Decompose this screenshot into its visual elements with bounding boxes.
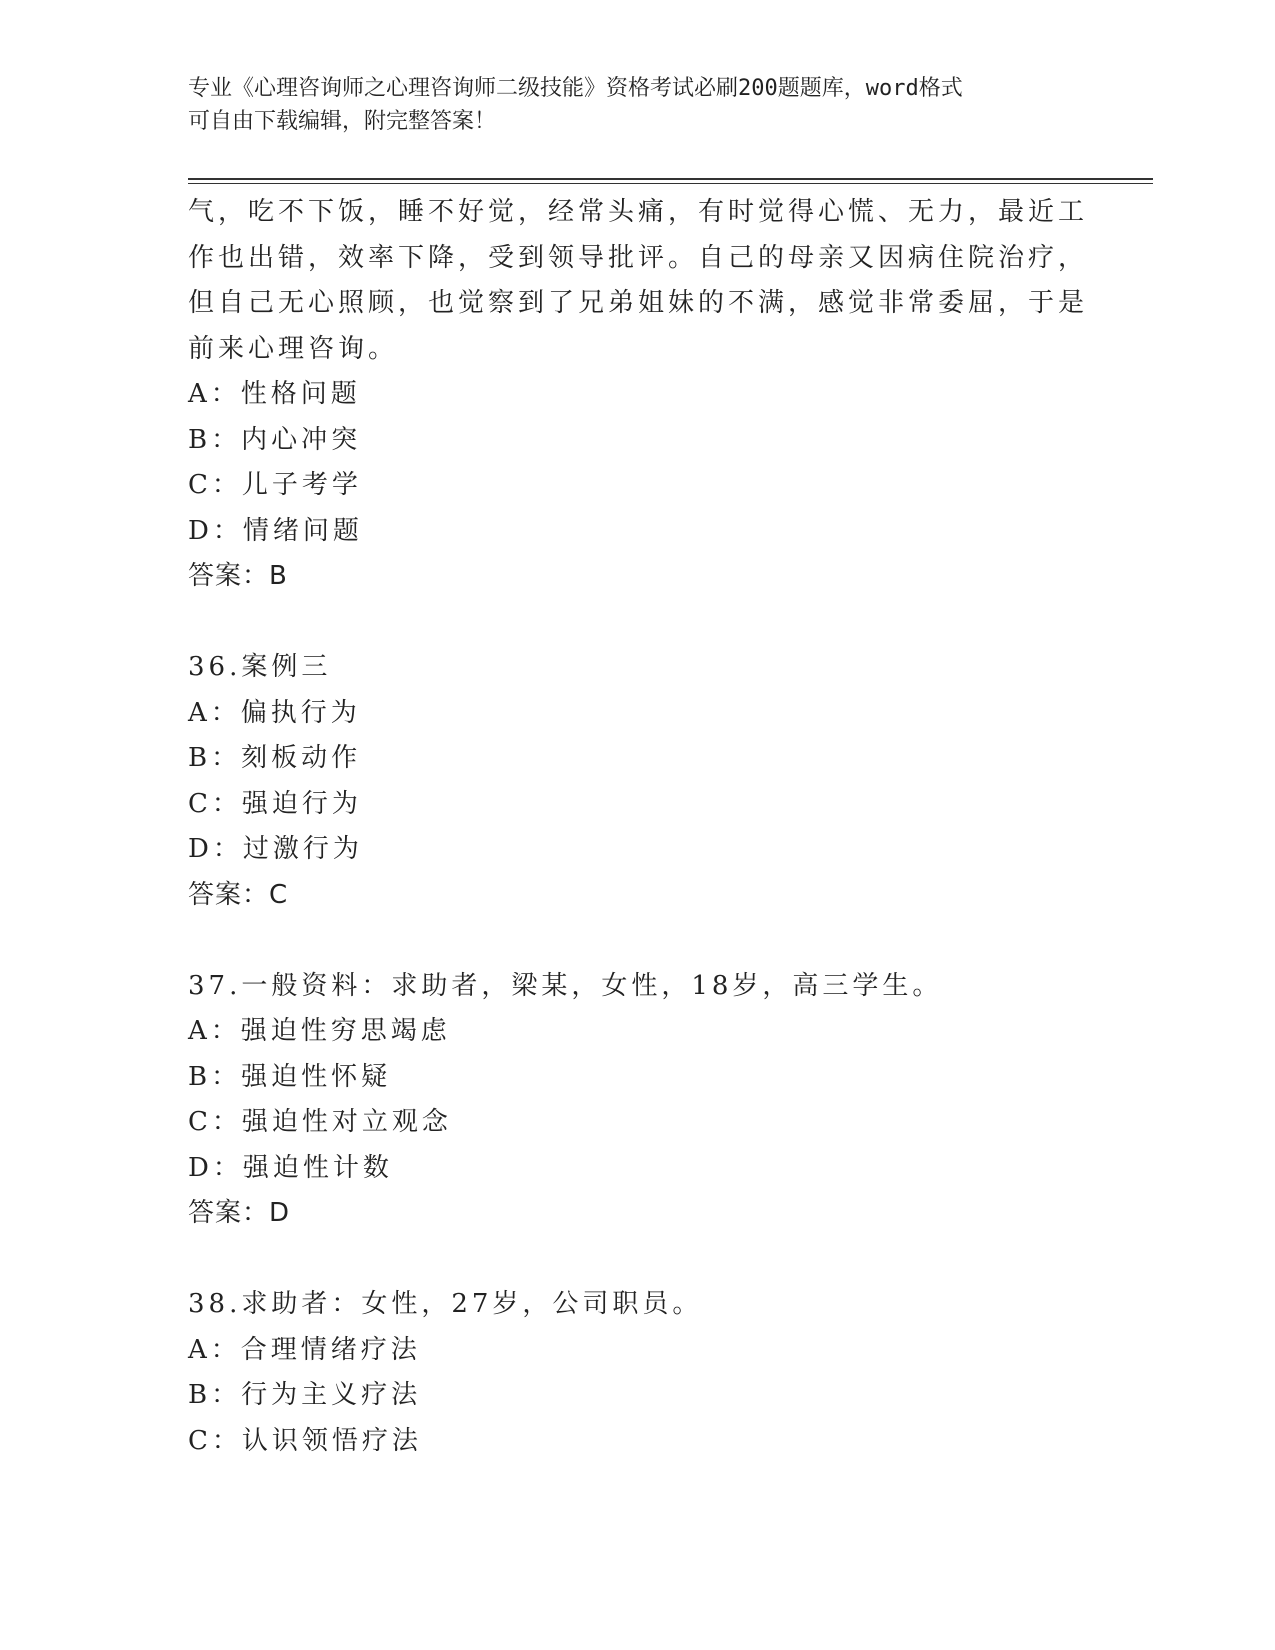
question-stem: 38.求助者：女性，27岁，公司职员。: [188, 1289, 703, 1319]
question-35-block: [188, 190, 1088, 600]
document-header: [188, 72, 1068, 138]
question-text-line: 但自己无心照顾，也觉察到了兄弟姐妹的不满，感觉非常委屈，于是: [188, 288, 1089, 318]
option-b: B：强迫性怀疑: [188, 1061, 392, 1092]
spacer: [188, 600, 1088, 646]
spacer: [188, 1237, 1088, 1283]
question-stem: 37.一般资料：求助者，梁某，女性，18岁，高三学生。: [188, 970, 943, 1001]
option-a: A：偏执行为: [188, 697, 361, 728]
option-c: C：儿子考学: [188, 470, 362, 500]
option-c: C：强迫性对立观念: [188, 1107, 452, 1137]
option-d: D：情绪问题: [188, 515, 363, 546]
option-c: C：认识领悟疗法: [188, 1425, 422, 1456]
option-d: D：过激行为: [188, 834, 363, 864]
question-38-block: [188, 1282, 1088, 1464]
option-a: A：性格问题: [188, 379, 361, 409]
question-stem: 36.案例三: [188, 652, 332, 682]
question-text-line: 气，吃不下饭，睡不好觉，经常头痛，有时觉得心慌、无力，最近工: [188, 197, 1089, 227]
answer-line: 答案：B: [188, 561, 288, 591]
option-b: B：行为主义疗法: [188, 1380, 422, 1410]
option-b: B：刻板动作: [188, 743, 362, 773]
answer-line: 答案：C: [188, 879, 289, 910]
header-divider: [188, 178, 1153, 184]
document-body: [188, 190, 1088, 1464]
question-text-line: 作也出错，效率下降，受到领导批评。自己的母亲又因病住院治疗，: [188, 242, 1089, 273]
header-title-line-1: 专业《心理咨询师之心理咨询师二级技能》资格考试必刷200题题库，word格式: [188, 76, 963, 101]
option-b: B：内心冲突: [188, 424, 362, 455]
question-36-block: [188, 645, 1088, 918]
question-37-block: [188, 964, 1088, 1237]
answer-line: 答案：D: [188, 1198, 291, 1228]
option-c: C：强迫行为: [188, 788, 362, 819]
spacer: [188, 918, 1088, 964]
option-a: A：合理情绪疗法: [188, 1334, 421, 1365]
option-a: A：强迫性穷思竭虑: [188, 1016, 451, 1046]
header-title-line-2: 可自由下载编辑，附完整答案！: [188, 109, 497, 134]
question-text-line: 前来心理咨询。: [188, 333, 399, 364]
option-d: D：强迫性计数: [188, 1152, 393, 1183]
